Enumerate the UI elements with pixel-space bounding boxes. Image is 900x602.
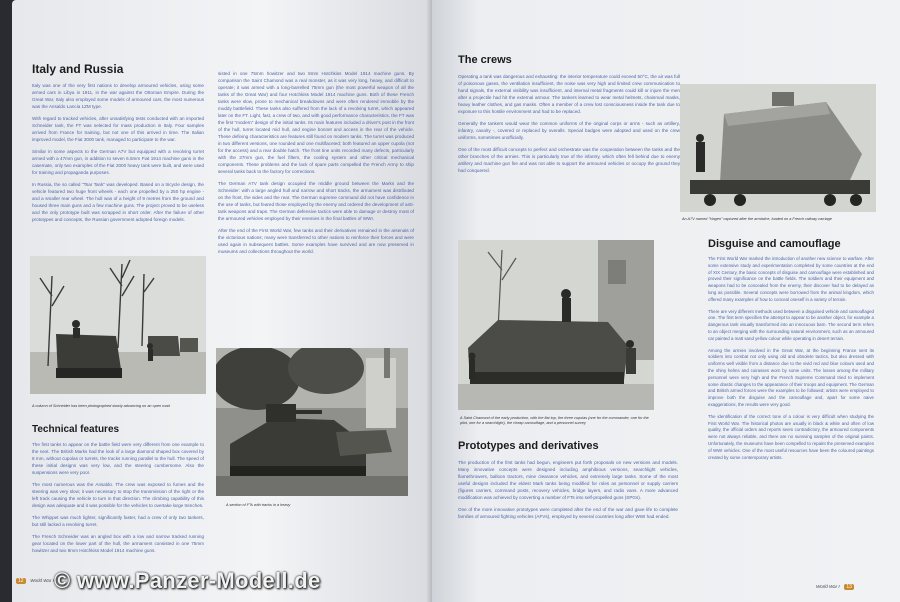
section-heading-camouflage: Disguise and camouflage	[708, 238, 841, 250]
paragraph: The French Schneider was an angled box with a low and narrow tracked running gear located on the lower part of the hull, the armament consisted in one 75mm howitzer and two 8mm Hotchkiss Model 1914 machine guns.	[32, 534, 204, 553]
saint-chamond-image	[458, 240, 654, 410]
paragraph: The German A7V tank design occupied the middle ground between the Marks and the Schneider: with a large angled hull and narrow and short tracks, the armament was distributed on the front, the sides and the rear. The German supreme command did not have confidence in the use of tanks, but feared those employed by the enemy and ordered the development of anti-tank weapons and traps. The German defensive tactics were able to damage or destroy most of the armoured vehicles employed by their enemies in the final battles of WWI.	[218, 181, 414, 221]
paragraph: Similar in some aspects to the German A7V but equipped with a revolving turret armed with a 47mm gun, in addition to seven 6.5mm Fiat 1914 machine guns in the casemate, only two examples of the Fiat 2000 heavy tank were built, and were used for training and propaganda purposes.	[32, 149, 204, 175]
schneider-column-photo	[30, 256, 206, 394]
right-page	[432, 0, 900, 602]
ft-tanks-image	[216, 348, 408, 496]
photo-caption-saint-chamond: A Saint Chamond of the early production, with the flat top, the three cupolas (one for the commander, one for the pilot, one for a searchlight), the cheap camouflage, and a personnel survey	[460, 416, 649, 425]
section-heading-technical-features: Technical features	[32, 424, 120, 435]
paragraph: The most numerous was the Ansaldo. The crew was exposed to fumes and the steering was very slow; it was necessary to stop the transmission of the right or the left track causing the vehicle to turn in that direction. The climbing capability of this design was adequate and it was possible for the vehicles to overtake large trenches.	[32, 482, 204, 508]
saint-chamond-photo	[458, 240, 654, 410]
paragraph: The First World War marked the introduction of another new science to warfare. After some extensive study and experimentation completed by some countries at the end of XIX Century, the basic concepts of disguise and camouflage were established and proved their significance on the battle fields. The soldiers and their equipment and weapons had to be concealed from the enemy, their discover had to be delayed as long as possible. Several concepts were borrowed from the animal kingdom, which offered many examples of how to conceal oneself in a variety of terrain.	[708, 256, 874, 302]
ft-tanks-photo	[216, 348, 408, 496]
left-page	[12, 0, 432, 602]
paragraph: With regard to tracked vehicles, after unsatisfying tests conducted with an imported Schneider tank, the FT was selected for mass production in Italy. Four samples arrived from France for training, but not one of this arrived in time. The Italian improved model, the Fiat 3000 tank, managed to participate to the war.	[32, 116, 204, 142]
paragraph: The identification of the correct tone of a colour is very difficult when studying the First World War. The historical photos are usually in black & white and often of low quality, the official orders and reports seem contradictory, the armoured components were not always reliable, and there are no surviving samples of the original paints. Unfortunately, the museums have been compelled to repaint the preserved examples of WWI vehicles. One of the most useful resources have been the coloured paintings created by some contemporary artists.	[708, 413, 874, 460]
paragraph: The Whippet was much lighter, significantly faster, had a crew of only two tankers, but still lacked a revolving turret.	[32, 515, 204, 527]
page-number-left	[16, 578, 54, 584]
paragraph: There are very different methods used between a disguised vehicle and camouflaged one. The first term specifies the attempt to appear to be another object, for example a dangerous tank visually transformed into an innocuous barn. The second term refers to an object merging with the surrounding natural environment, such as an armoured car painted a matt sand yellow colour while operating in desert terrain.	[708, 308, 874, 341]
photo-caption-schneider: A column of Schneider has been photographed slowly advancing on an open road	[32, 404, 170, 408]
copyright-watermark: © www.Panzer-Modell.de	[54, 568, 321, 593]
page-number: 12	[18, 578, 24, 584]
prototypes-section	[458, 440, 678, 525]
page-number-right	[816, 584, 854, 590]
page-number: 13	[846, 584, 852, 590]
left-column-two	[218, 70, 414, 260]
paragraph: In Russia, the so called "Tsar Tank" was developed. Based on a tricycle design, the vehicle featured two huge front wheels - each one propelled by a 250 hp engine - and a smaller rear wheel. The hull was of a height of 9 metres from the ground and housed three main guns and a few machine guns. The project proved to be useless and the only prototype built was scrapped in short order. After the failure of other prototypes and concepts, the Russian government adopted foreign models.	[32, 182, 204, 222]
paragraph: Among the armies involved in the Great War, at the beginning France sent its soldiers into combat not only using old and obsolete tactics, but also dressed with uniforms well visible from a distance due to the vivid red and blue colours used and the shiny helms and cuirasses worn by some units. The losses among the military personnel were very high and the French Supreme Command tried to implement some drastic changes to the appearance of their troops and equipment. The German and British armed forces were the examples to be followed; artists were employed to improve both the disguise and the camouflage and, apart for some naive exaggerations, the results were very good.	[708, 347, 874, 407]
section-heading-crews: The crews	[458, 54, 512, 66]
paragraph: sisted in one 75mm howitzer and two 8mm Hotchkiss Model 1914 machine guns. By comparison the Saint Chamond was a real monster, as it was very long, heavy, and difficult to operate; it was armed with a long-barrelled 75mm gun (the most powerful weapon of all the tanks of the Great War) and four Hotchkiss Model 1914 machine guns. Both of these French tanks were slow, prone to mechanical breakdowns and were often rendered immobile by the muddy battlefield. These tanks also suffered from the lack of a revolving turret, which appeared later on the FT. Light, fast, a crew of two, and with good performance characteristics, the FT was the first "modern" design of the initial tanks. Its main features included a driver's post in the front of the hull, turret located mid hull, and engine bonnet and access in the rear of the vehicle. These defining characteristics are features still found on modern tanks. The turret was produced in two different versions, one rounded and one multifaceted; both featured an upper cupola (not for the access) and a rear double hatch. The front tine units recorded many defects, particularly with the 37mm gun, the fuel filters, the cooling system and other critical mechanical components. These problems and the lack of spare parts compelled the French Army to ship several tanks back to the factory for corrections.	[218, 71, 414, 174]
section-heading-prototypes: Prototypes and derivatives	[458, 440, 599, 452]
running-footer: World War I	[30, 578, 54, 583]
paragraph: Generally the tankers would wear the common uniforms of the original corps or arms - such as artillery, infantry, cavalry -, covered or replaced by overalls. Special badges were adopted and used on the crew uniforms, sometimes unofficially.	[458, 121, 680, 140]
paragraph: Operating a tank was dangerous and exhausting: the interior temperature could exceed 50°C, the air was full of poisonous gases, the ventilation insufficient, the noise was very high and limited crew communication to hand signals, the external visibility was insufficient, and internal metal fragments could kill or injure the men after a projectile had hit the external armour. The tankers learned to wear metal helmets, chainmail masks, heavy leather clothes, and gas masks. Often a member of a crew lost consciousness inside the tank due to exposure to this hostile environment and had to be replaced.	[458, 74, 680, 114]
photo-caption-ft: A section of FTs with tracks in a heavy	[226, 503, 291, 507]
italy-russia-section	[32, 62, 204, 228]
paragraph: After the end of the First World War, few tanks and their derivatives remained in the arsenals of the victorious nations; many were transferred to other nations to reinforce their forces and were used again in subsequent battles. Some examples have survived and are now preserved in museums and collections throughout the world.	[218, 228, 414, 254]
photo-caption-a7v: An A7V named "Hagen" captured after the armistice, loaded on a French railway carriage	[682, 217, 832, 221]
running-footer: World War I	[816, 584, 840, 589]
paragraph: The first tanks to appear on the battle field were very different from one example to the next. The British Marks had the look of a large diamond shaped box covered by 8 mm, without cupolas or turrets, the tracks running parallel to the hull. The speed of these initial designs was very low, and the steering cumbersome. Also the suspensions were very poor.	[32, 442, 204, 475]
paragraph: One of the more innovative prototypes were completed after the end of the war and gave life to complete families of armoured fighting vehicles (AFVs), employed by several countries long after WWI had ended.	[458, 507, 678, 519]
a7v-hagen-image	[680, 84, 876, 212]
a7v-hagen-photo	[680, 84, 876, 212]
technical-features-section	[32, 424, 204, 559]
crews-section	[458, 54, 680, 179]
paragraph: One of the most difficult concepts to perfect and orchestrate was the cooperation between the tanks and the other branches of the armies. This is particularly true of the infantry, which often fell behind due to enemy artillery and machine gun fire and was not able to support the armoured vehicles or occupy the ground they had conquered.	[458, 147, 680, 173]
paragraph: Italy was one of the very first nations to develop armoured vehicles, using some armed cars in Libya in 1911, in the war against the Ottoman Empire. During the Great War, Italy also employed some models of armoured cars, the most numerous was the Ansaldo Lancia 1ZM type.	[32, 83, 204, 109]
schneider-column-image	[30, 256, 206, 394]
camouflage-section	[708, 238, 874, 466]
section-heading-italy-russia: Italy and Russia	[32, 62, 124, 76]
paragraph: The production of the first tanks had begun, engineers put forth proposals on new versions and models. Many innovative concepts were designed including amphibious versions, searchlight vehicles, flamethrowers, balloon tractors, mine clearance vehicles, and extremely large tanks. Some of the most useful designs included the eldest Mark tanks being modified for roles as personnel or supply carriers (figures carriers, command posts, recovery vehicles, bridge layers, and radio vans. A more advanced modification was achieved by converting a number of FTs into self-propelled guns (SPGs).	[458, 460, 678, 500]
